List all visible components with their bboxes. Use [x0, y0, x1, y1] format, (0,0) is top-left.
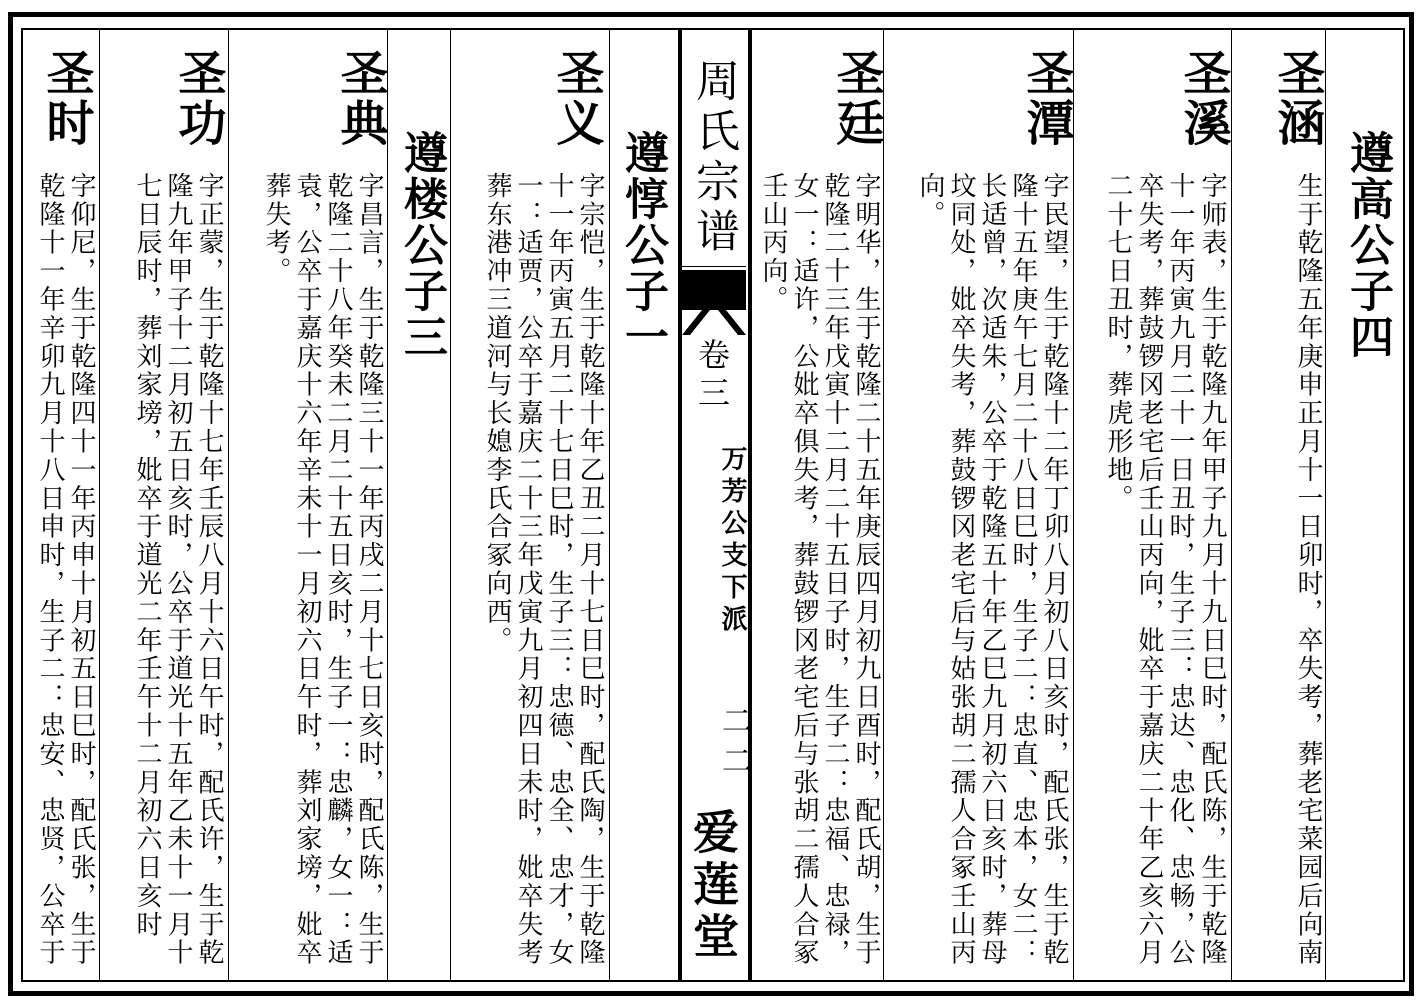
entry-line: 长适曾，次适朱，公卒于乾隆五十年乙巳九月初六日亥时，葬母 [977, 172, 1007, 968]
entry-line: 字正蒙，生于乾隆十七年壬辰八月十六日午时，配氏许，生于乾 [194, 172, 224, 968]
entry-line: 乾隆二十三年戊寅十二月二十五日子时，生子二：忠福、忠禄， [820, 172, 850, 968]
entry-name: 圣涵 [1269, 48, 1325, 148]
column-divider [609, 30, 610, 980]
heading-zundun: 遵惇公子一 [617, 130, 668, 360]
entry-line: 字宗恺，生于乾隆十年乙丑二月十七日巳时，配氏陶，生于乾隆 [575, 172, 605, 968]
volume-label: 卷三 [693, 338, 731, 414]
entry-line: 葬东港冲三道河与长媳李氏合冢向西。 [482, 172, 512, 655]
entry-line: 字昌言，生于乾隆三十一年丙戌二月十七日亥时，配氏陈，生于 [354, 172, 384, 968]
spine-rule [682, 266, 746, 267]
heading-zunlou: 遵楼公子三 [396, 130, 447, 360]
entry-line: 七日辰时，葬刘家塝，妣卒于道光二年壬午十二月初六日亥时 [132, 172, 162, 939]
column-divider [1073, 30, 1074, 980]
entry-name: 圣典 [332, 48, 388, 148]
entry-line: 十一年丙寅五月二十七日巳时，生子三：忠德、忠全、忠才，女 [544, 172, 574, 968]
entry-name: 圣潭 [1018, 48, 1074, 148]
hall-name: 爱莲堂 [686, 808, 740, 964]
column-divider [99, 30, 100, 980]
branch-label: 万芳公支下派 [717, 445, 747, 637]
entry-line: 字师表，生于乾隆九年甲子九月十九日巳时，配氏陈，生于乾隆 [1197, 172, 1227, 968]
entry-name: 圣义 [548, 48, 604, 148]
entry-line: 字仰尼，生于乾隆四十一年丙申十月初五日巳时，配氏张，生于 [66, 172, 96, 968]
entry-line: 袁，公卒于嘉庆十六年辛未十一月初六日午时，葬刘家塝，妣卒 [292, 172, 322, 968]
entry-line: 向。 [915, 172, 945, 229]
entry-name: 圣溪 [1175, 48, 1231, 148]
page-number: 二二 [716, 705, 751, 785]
fishtail-icon [682, 295, 746, 335]
genealogy-title: 周氏宗谱 [688, 58, 739, 258]
center-right-border [748, 30, 752, 980]
column-divider [228, 30, 229, 980]
entry-line: 女一：适许，公妣卒俱失考，葬鼓锣冈老宅后与张胡二孺人合冢 [789, 172, 819, 968]
entry-line: 二十七日丑时，葬虎形地。 [1103, 172, 1133, 513]
column-divider [1325, 30, 1326, 980]
entry-line: 隆九年甲子十二月初五日亥时，公卒于道光十五年乙未十一月十 [163, 172, 193, 968]
entry-line: 卒失考，葬鼓锣冈老宅后壬山丙向，妣卒于嘉庆二十年乙亥六月 [1134, 172, 1164, 968]
entry-line: 十一年丙寅九月二十一日丑时，生子三：忠达、忠化、忠畅，公 [1165, 172, 1195, 968]
entry-line: 壬山丙向。 [758, 172, 788, 314]
column-divider [1231, 30, 1232, 980]
center-left-border [678, 30, 682, 980]
entry-name: 圣廷 [828, 48, 884, 148]
column-divider [387, 30, 388, 980]
heading-zungao: 遵高公子四 [1342, 130, 1393, 360]
entry-name: 圣功 [170, 48, 226, 148]
entry-line: 隆十五年庚午七月二十八日巳时，生子二：忠直、忠本，女二： [1008, 172, 1038, 968]
entry-line: 乾隆十一年辛卯九月十八日申时，生子二：忠安、忠贤，公卒于 [35, 172, 65, 968]
column-divider [883, 30, 884, 980]
entry-line: 字民望，生于乾隆十二年丁卯八月初八日亥时，配氏张，生于乾 [1039, 172, 1069, 968]
column-divider [450, 30, 451, 980]
entry-line: 葬失考。 [261, 172, 291, 286]
entry-line: 坟同处，妣卒失考，葬鼓锣冈老宅后与姑张胡二孺人合冢壬山丙 [946, 172, 976, 968]
entry-line: 字明华，生于乾隆二十五年庚辰四月初九日酉时，配氏胡，生于 [851, 172, 881, 968]
entry-name: 圣时 [38, 48, 94, 148]
entry-line: 生于乾隆五年庚申正月十一日卯时，卒失考，葬老宅菜园后向南 [1293, 172, 1323, 968]
entry-line: 一：适贾，公卒于嘉庆二十三年戊寅九月初四日未时，妣卒失考 [513, 172, 543, 968]
entry-line: 乾隆二十八年癸未二月二十五日亥时，生子一：忠麟，女一：适 [323, 172, 353, 968]
